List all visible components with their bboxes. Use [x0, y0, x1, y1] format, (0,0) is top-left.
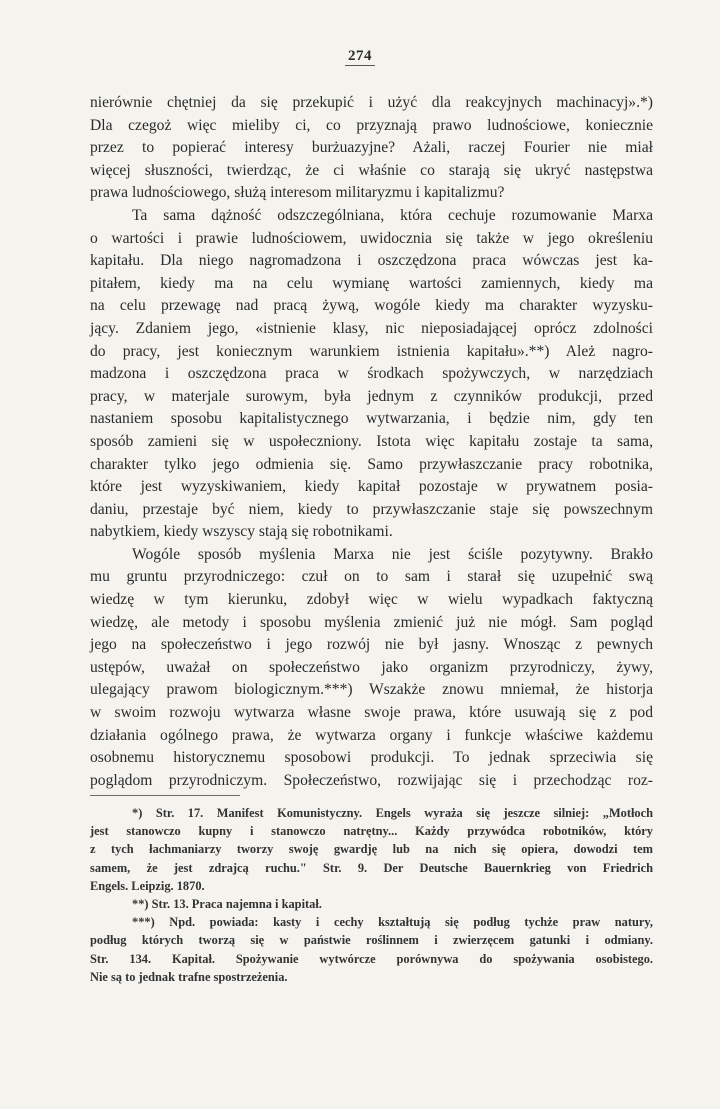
text-line: charakter tylko jego odmienia się. Samo przywłaszczanie pracy robotnika, [90, 455, 653, 473]
text-line: jący. Zdaniem jego, «istnienie klasy, nic nieposiadającej oprócz zdolności [90, 319, 653, 337]
footnote-line: jest stanowczo kupny i stanowczo natrętny... Każdy przywódca robotników, który [90, 824, 653, 839]
text-line: wiedzę w tym kierunku, zdobył więc w wielu wypadkach faktyczną [90, 591, 653, 609]
text-line: osobnemu historycznemu sposobowi produkcji. To jednak sprzeciwia się [90, 749, 653, 767]
text-line: Dla czegoż więc mieliby ci, co przyznają prawo ludnościowe, koniecznie [90, 116, 653, 134]
text-line: mu gruntu przyrodniczego: czuł on to sam i starał się uzupełnić swą [90, 568, 653, 586]
footnote-line: Nie są to jednak trafne spostrzeżenia. [90, 969, 288, 984]
footnote-line: Str. 134. Kapitał. Spożywanie wytwórcze porównywa do spożywania osobistego. [90, 951, 653, 966]
footnotes [90, 804, 653, 986]
text-line: sposób zamieni się w uspołeczniony. Istota więc kapitału zostaje ta sama, [90, 432, 653, 450]
page-number: 274 [0, 48, 720, 65]
text-line: działania ogólnego prawa, że wytwarza organy i funkcje właściwe każdemu [90, 726, 653, 744]
text-line: jego na społeczeństwo i jego rozwój nie był jasny. Wnosząc z pewnych [90, 636, 653, 654]
text-line: nierównie chętniej da się przekupić i użyć dla reakcyjnych machinacyj».*) [90, 94, 653, 111]
text-line: ustępów, uważał on społeczeństwo jako organizm przyrodniczy, żywy, [90, 658, 653, 676]
text-line: nabytkiem, kiedy wszyscy stają się robotnikami. [90, 523, 393, 541]
text-line: które jest wyzyskiwaniem, kiedy kapitał pozostaje w prywatnem posia- [90, 478, 653, 496]
body-text [90, 92, 653, 792]
text-line: prawa ludnościowego, służą interesom militaryzmu i kapitalizmu? [90, 184, 505, 202]
text-line: kapitału. Dla niego nagromadzona i oszczędzona praca wówczas jest ka- [90, 252, 653, 270]
footnote-line: samem, że jest zdrajcą ruchu." Str. 9. Der Deutsche Bauernkrieg von Friedrich [90, 860, 653, 875]
text-line: poglądom przyrodniczym. Społeczeństwo, rozwijając się i przechodząc roz- [90, 771, 653, 789]
text-line: daniu, przestaje być niem, kiedy to przywłaszczanie staje się powszechnym [90, 500, 653, 518]
text-line: pitałem, kiedy ma na celu wymianę wartości zamiennych, kiedy ma [90, 274, 653, 292]
footnote-line: **) Str. 13. Praca najemna i kapitał. [132, 897, 322, 912]
footnote-line: ***) Npd. powiada: kasty i cechy kształtują się podług tychże praw natury, [132, 915, 653, 930]
text-line: o wartości i prawie ludnościowem, uwidocznia się także w jego określeniu [90, 229, 653, 247]
footnote-line: z tych łachmaniarzy tworzy swoję gwardję lub na nich się opiera, dowodzi tem [90, 842, 653, 857]
text-line: ulegający prawom biologicznym.***) Wszakże znowu mniemał, że historja [90, 681, 653, 699]
text-line: więcej słuszności, twierdząc, że ci właśnie co starają się ukryć następstwa [90, 161, 653, 179]
footnote-line: *) Str. 17. Manifest Komunistyczny. Engels wyraża się jeszcze silniej: „Motłoch [132, 806, 653, 820]
text-line: do pracy, jest koniecznym warunkiem istnienia kapitału».**) Ależ nagro- [90, 342, 653, 360]
text-line: Wogóle sposób myślenia Marxa nie jest ściśle pozytywny. Brakło [132, 545, 653, 563]
text-line: wiedzę, ale metody i sposobu myślenia zmienić już nie mógł. Sam pogląd [90, 613, 653, 631]
footnote-line: Engels. Leipzig. 1870. [90, 878, 205, 893]
text-line: w swoim rozwoju wytwarza własne swoje prawa, które usuwają się z pod [90, 704, 653, 722]
text-line: pracy, w materjale surowym, była jednym z czynników produkcji, przed [90, 387, 653, 405]
footnote-line: podług których tworzą się w państwie roślinnem i zwierzęcem gatunki i odmiany. [90, 933, 653, 948]
text-line: przez to popierać interesy burżuazyjne? Ażali, raczej Fourier nie miał [90, 139, 653, 157]
text-line: Ta sama dążność odszczególniana, która cechuje rozumowanie Marxa [132, 206, 653, 224]
text-line: nastaniem sposobu kapitalistycznego wytwarzania, i będzie nim, gdy ten [90, 410, 653, 428]
text-line: na celu przewagę nad pracą żywą, wogóle kiedy ma charakter wyzysku- [90, 297, 653, 315]
footnote-divider [90, 795, 240, 796]
text-line: madzona i oszczędzona praca w środkach spożywczych, w narzędziach [90, 365, 653, 383]
